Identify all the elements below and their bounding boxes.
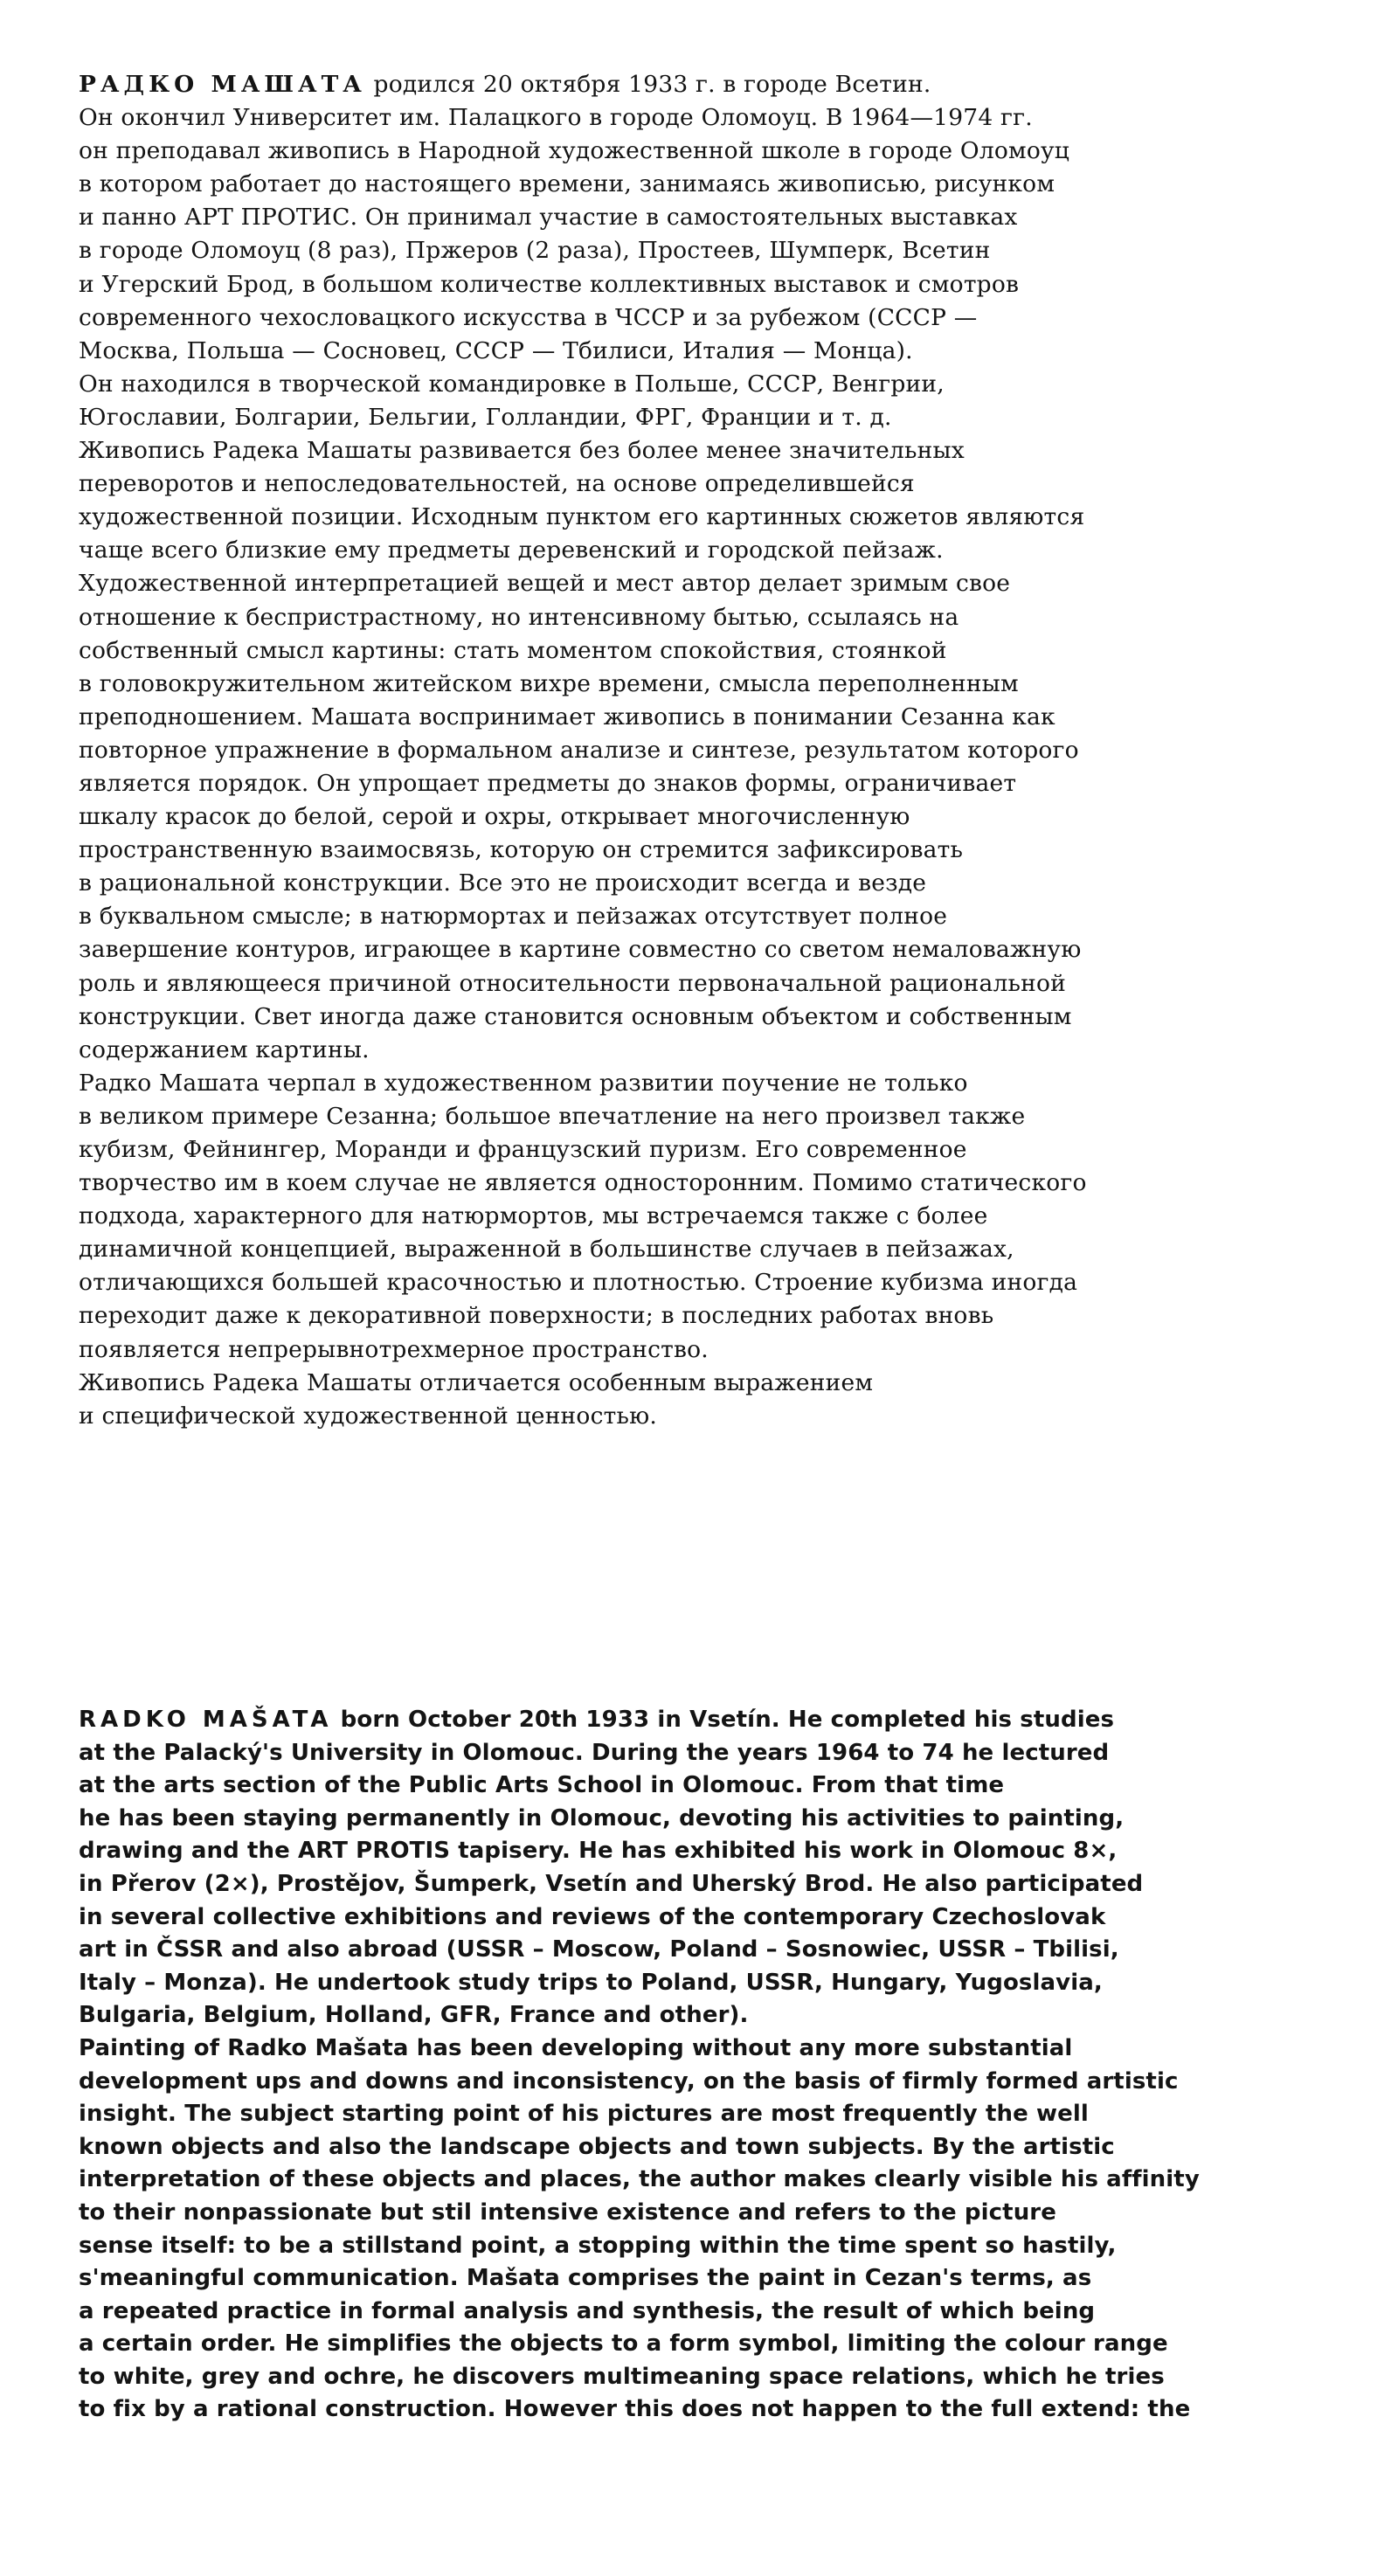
text-line: чаще всего близкие ему предметы деревенский и городской пейзаж.	[79, 537, 944, 564]
text-line: в котором работает до настоящего времени, занимаясь живописью, рисунком	[79, 170, 1055, 198]
text-line: art in ČSSR and also abroad (USSR – Moscow, Poland – Sosnowiec, USSR – Tbilisi,	[79, 1936, 1119, 1963]
text-line: является порядок. Он упрощает предметы до знаков формы, ограничивает	[79, 769, 1017, 797]
text-line: Живопись Радека Машаты развивается без более менее значительных	[79, 437, 965, 465]
text-line: в рациональной конструкции. Все это не происходит всегда и везде	[79, 869, 927, 897]
text-line: drawing and the ART PROTIS tapisery. He has exhibited his work in Olomouc 8×,	[79, 1838, 1118, 1865]
russian-first-line-text: родился 20 октября 1933 г. в городе Всетин.	[365, 71, 931, 98]
english-first-line-text: born October 20th 1933 in Vsetín. He completed his studies	[332, 1707, 1115, 1733]
text-line: development ups and downs and inconsistency, on the basis of firmly formed artistic	[79, 2067, 1179, 2095]
text-line: Painting of Radko Mašata has been developing without any more substantial	[79, 2034, 1073, 2061]
text-line: in Přerov (2×), Prostějov, Šumperk, Vsetín and Uherský Brod. He also participated	[79, 1870, 1144, 1897]
text-line: в великом примере Сезанна; большое впечатление на него произвел также	[79, 1102, 1026, 1130]
russian-artist-name: РАДКО МАШАТА	[79, 71, 366, 98]
text-line: s'meaningful communication. Mašata comprises the paint in Cezan's terms, as	[79, 2265, 1092, 2292]
text-line: появляется непрерывнотрехмерное пространство.	[79, 1335, 709, 1363]
text-line: он преподавал живопись в Народной художественной школе в городе Оломоуц	[79, 137, 1070, 165]
text-line: Югославии, Болгарии, Бельгии, Голландии, ФРГ, Франции и т. д.	[79, 403, 892, 431]
russian-biography	[79, 68, 1363, 1433]
text-line: known objects and also the landscape objects and town subjects. By the artistic	[79, 2133, 1115, 2160]
text-line: to their nonpassionate but stil intensive existence and refers to the picture	[79, 2199, 1056, 2226]
text-line: в городе Оломоуц (8 раз), Пржеров (2 раза), Простеев, Шумперк, Всетин	[79, 237, 991, 265]
text-line: в буквальном смысле; в натюрмортах и пейзажах отсутствует полное	[79, 903, 948, 931]
text-line: sense itself: to be a stillstand point, a stopping within the time spent so hastily,	[79, 2232, 1117, 2259]
text-line: отличающихся большей красочностью и плотностью. Строение кубизма иногда	[79, 1269, 1078, 1297]
text-line: Художественной интерпретацией вещей и мест автор делает зримым свое	[79, 570, 1011, 598]
text-line: переворотов и непоследовательностей, на основе определившейся	[79, 470, 915, 498]
text-line: to white, grey and ochre, he discovers multimeaning space relations, which he tries	[79, 2363, 1165, 2390]
text-line: подхода, характерного для натюрмортов, мы встречаемся также с более	[79, 1202, 988, 1230]
english-first-line	[79, 1704, 1363, 1737]
text-line: at the Palacký's University in Olomouc. During the years 1964 to 74 he lectured	[79, 1739, 1110, 1766]
text-line: Он окончил Университет им. Палацкого в городе Оломоуц. В 1964—1974 гг.	[79, 104, 1033, 132]
text-line: художественной позиции. Исходным пунктом его картинных сюжетов являются	[79, 503, 1085, 531]
text-line: he has been staying permanently in Olomouc, devoting his activities to painting,	[79, 1804, 1125, 1832]
text-line: Italy – Monza). He undertook study trips to Poland, USSR, Hungary, Yugoslavia,	[79, 1969, 1103, 1996]
english-artist-name: RADKO MAŠATA	[79, 1707, 333, 1733]
text-line: to fix by a rational construction. However this does not happen to the full extend: the	[79, 2396, 1191, 2423]
text-line: переходит даже к декоративной поверхности; в последних работах вновь	[79, 1302, 994, 1330]
text-line: кубизм, Фейнингер, Моранди и французский пуризм. Его современное	[79, 1136, 967, 1163]
english-biography	[79, 1704, 1363, 2427]
text-line: a repeated practice in formal analysis and synthesis, the result of which being	[79, 2297, 1096, 2324]
text-line: завершение контуров, играющее в картине совместно со светом немаловажную	[79, 936, 1082, 964]
text-line: Москва, Польша — Сосновец, СССР — Тбилиси, Италия — Монца).	[79, 336, 913, 364]
text-line: Живопись Радека Машаты отличается особенным выражением	[79, 1368, 874, 1396]
text-line: и Угерский Брод, в большом количестве коллективных выставок и смотров	[79, 270, 1020, 298]
text-line: динамичной концепцией, выраженной в большинстве случаев в пейзажах,	[79, 1236, 1014, 1264]
text-line: Радко Машата черпал в художественном развитии поучение не только	[79, 1069, 968, 1097]
text-line: Bulgaria, Belgium, Holland, GFR, France and other).	[79, 2002, 749, 2029]
text-line: содержанием картины.	[79, 1035, 370, 1063]
text-line: и специфической художественной ценностью.	[79, 1402, 657, 1430]
text-line: преподношением. Машата воспринимает живопись в понимании Сезанна как	[79, 703, 1055, 731]
text-line: собственный смысл картины: стать моментом спокойствия, стоянкой	[79, 636, 947, 664]
text-line: в головокружительном житейском вихре времени, смысла переполненным	[79, 669, 1019, 697]
text-line: in several collective exhibitions and reviews of the contemporary Czechoslovak	[79, 1903, 1106, 1930]
text-line: Он находился в творческой командировке в Польше, СССР, Венгрии,	[79, 370, 945, 398]
text-line: шкалу красок до белой, серой и охры, открывает многочисленную	[79, 803, 910, 831]
text-line: пространственную взаимосвязь, которую он стремится зафиксировать	[79, 836, 964, 864]
text-line: at the arts section of the Public Arts School in Olomouc. From that time	[79, 1772, 1005, 1799]
text-line: отношение к беспристрастному, но интенсивному бытью, ссылаясь на	[79, 603, 959, 631]
text-line: конструкции. Свет иногда даже становится основным объектом и собственным	[79, 1002, 1072, 1030]
text-line: повторное упражнение в формальном анализе и синтезе, результатом которого	[79, 736, 1079, 764]
text-line: творчество им в коем случае не является односторонним. Помимо статического	[79, 1169, 1087, 1197]
text-line: роль и являющееся причиной относительности первоначальной рациональной	[79, 969, 1067, 997]
text-line: interpretation of these objects and places, the author makes clearly visible his affinity	[79, 2166, 1200, 2193]
text-line: insight. The subject starting point of his pictures are most frequently the well	[79, 2101, 1089, 2128]
russian-first-line	[79, 68, 1363, 101]
text-line: современного чехословацкого искусства в ЧССР и за рубежом (СССР —	[79, 303, 978, 331]
text-line: и панно АРТ ПРОТИС. Он принимал участие в самостоятельных выставках	[79, 204, 1018, 232]
text-line: a certain order. He simplifies the objects to a form symbol, limiting the colour range	[79, 2330, 1168, 2358]
